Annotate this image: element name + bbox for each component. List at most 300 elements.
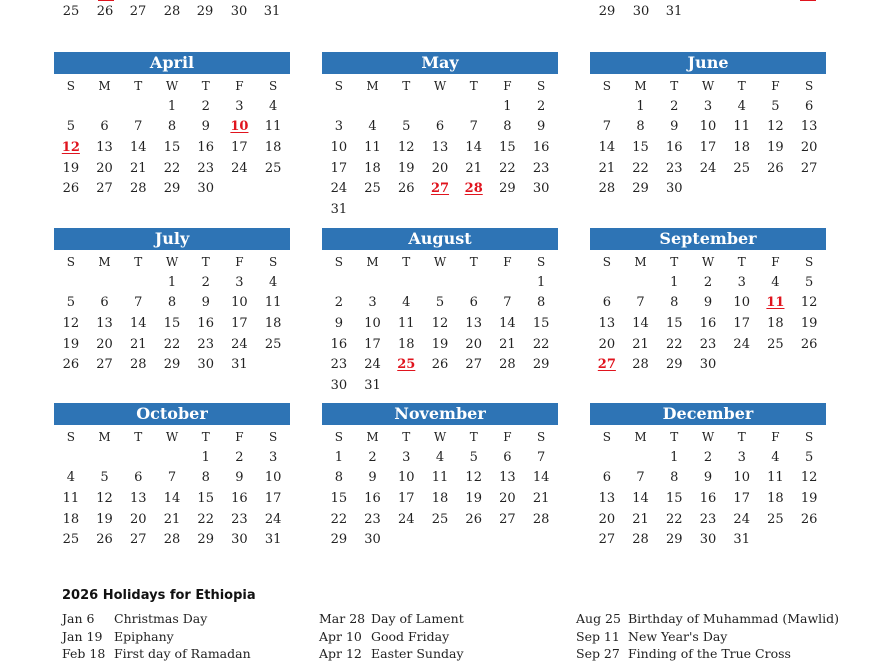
month-header: July [54, 228, 290, 250]
weekday-label: S [537, 430, 546, 444]
day-cell: 25 [62, 4, 80, 19]
day-cell: 18 [62, 511, 80, 527]
day-cell: 9 [670, 119, 679, 135]
empty-cell [88, 273, 122, 294]
day-cell: 23 [197, 160, 214, 176]
day-cell: 18 [767, 491, 784, 507]
day-cell: 20 [96, 336, 113, 352]
day-cell: 25 [767, 511, 784, 527]
day-cell: 25 [431, 511, 449, 527]
day-cell: 4 [269, 98, 278, 114]
day-cell: 13 [598, 316, 616, 332]
day-cell: 22 [197, 511, 214, 527]
day-cell: 14 [499, 316, 516, 332]
weekday-label: S [334, 430, 343, 444]
day-cell: 1 [201, 449, 210, 465]
day-cell: 14 [632, 316, 649, 332]
day-cell: 20 [130, 511, 147, 527]
day-cell: 2 [537, 98, 546, 114]
day-cell: 7 [134, 295, 143, 311]
day-cell: 16 [364, 491, 381, 507]
day-cell: 5 [805, 449, 814, 465]
day-cell: 5 [435, 295, 445, 311]
day-cell: 11 [767, 470, 784, 486]
day-cell: 30 [699, 357, 717, 373]
day-cell: 26 [431, 357, 449, 373]
empty-cell [491, 273, 525, 294]
weekday-label: F [771, 79, 780, 93]
day-cell: 6 [805, 98, 814, 114]
day-cell: 23 [364, 511, 381, 527]
holiday-column [576, 610, 839, 663]
month-september [590, 228, 826, 376]
weekday-label: T [201, 79, 210, 93]
holiday-day-cell: 25 [397, 357, 416, 373]
day-cell: 14 [130, 140, 147, 156]
weekday-label: F [503, 79, 512, 93]
month-grid [322, 427, 558, 551]
day-cell: 22 [330, 511, 348, 527]
weekday-label: T [469, 430, 478, 444]
day-cell: 18 [398, 336, 415, 352]
day-cell: 16 [330, 336, 348, 352]
day-cell: 17 [330, 160, 348, 176]
day-cell: 8 [537, 295, 546, 311]
weekday-label: T [737, 430, 746, 444]
day-cell: 14 [532, 470, 550, 486]
day-cell: 10 [398, 470, 415, 486]
holiday-name: Birthday of Muhammad (Mawlid) [628, 611, 840, 626]
weekday-label: S [805, 255, 814, 269]
day-cell: 12 [767, 119, 784, 135]
day-cell: 29 [196, 4, 214, 19]
day-cell: 19 [62, 160, 80, 176]
day-cell: 3 [737, 274, 746, 290]
empty-cell [624, 273, 658, 294]
day-cell: 17 [733, 491, 750, 507]
empty-cell [54, 273, 88, 294]
holiday-name: Christmas Day [114, 611, 208, 626]
holiday-entry [62, 610, 251, 628]
weekday-label: M [634, 79, 647, 93]
month-grid [54, 76, 290, 200]
day-cell: 8 [503, 119, 512, 135]
day-cell: 28 [130, 357, 147, 373]
weekday-label: F [771, 430, 780, 444]
empty-cell [155, 448, 189, 469]
day-cell: 20 [96, 160, 113, 176]
day-cell: 13 [431, 140, 449, 156]
day-cell: 9 [235, 470, 244, 486]
month-header: November [322, 403, 558, 425]
empty-cell [121, 97, 155, 118]
day-cell: 13 [499, 470, 516, 486]
day-cell: 26 [62, 357, 80, 373]
day-cell: 12 [465, 470, 482, 486]
day-cell: 24 [364, 357, 381, 373]
weekday-label: S [66, 430, 75, 444]
holiday-name: Epiphany [114, 628, 174, 644]
day-cell: 12 [431, 316, 449, 332]
holiday-date: Mar 28 [319, 611, 366, 626]
day-cell: 25 [767, 336, 784, 352]
day-cell: 24 [231, 336, 248, 352]
empty-cell [54, 97, 88, 118]
day-cell: 21 [130, 160, 147, 176]
day-cell: 6 [100, 295, 109, 311]
day-cell: 27 [96, 181, 113, 197]
day-cell: 10 [330, 140, 348, 156]
day-cell: 3 [269, 449, 278, 465]
day-cell: 19 [465, 491, 482, 507]
month-july [54, 228, 290, 376]
weekday-label: T [670, 430, 679, 444]
day-cell: 5 [469, 449, 478, 465]
day-cell: 15 [163, 140, 181, 156]
weekday-label: F [235, 79, 244, 93]
day-cell: 8 [334, 470, 343, 486]
holiday-date: Apr 10 [319, 628, 362, 644]
day-cell: 5 [66, 295, 75, 311]
day-cell: 24 [398, 511, 415, 527]
day-cell: 28 [163, 532, 181, 548]
day-cell: 15 [197, 491, 214, 507]
empty-cell [322, 273, 356, 294]
day-cell: 1 [636, 98, 645, 114]
day-cell: 16 [699, 316, 717, 332]
weekday-label: M [634, 255, 647, 269]
day-cell: 19 [431, 336, 449, 352]
day-cell: 23 [197, 336, 214, 352]
day-cell: 26 [62, 181, 80, 197]
day-cell: 17 [231, 140, 248, 156]
day-cell: 30 [364, 532, 381, 548]
weekday-label: M [366, 79, 379, 93]
holiday-name: New Year's Day [628, 628, 728, 644]
month-header: June [590, 52, 826, 74]
day-cell: 22 [666, 511, 683, 527]
day-cell: 14 [130, 316, 147, 332]
day-cell: 4 [269, 274, 278, 290]
day-cell: 19 [800, 491, 818, 507]
day-cell: 31 [231, 357, 248, 373]
month-grid [590, 252, 826, 376]
day-cell: 23 [330, 357, 348, 373]
day-cell: 7 [636, 470, 645, 486]
day-cell: 16 [197, 140, 214, 156]
day-cell: 17 [364, 336, 381, 352]
day-cell: 24 [330, 181, 348, 197]
day-cell: 8 [167, 295, 177, 311]
day-cell: 18 [767, 316, 784, 332]
day-cell: 30 [330, 378, 348, 394]
day-cell: 3 [368, 295, 377, 311]
day-cell: 30 [230, 4, 248, 19]
day-cell: 24 [733, 511, 750, 527]
day-cell: 26 [96, 4, 114, 19]
day-cell: 3 [402, 449, 411, 465]
day-cell: 31 [263, 4, 281, 19]
day-cell: 7 [636, 295, 645, 311]
day-cell: 12 [96, 491, 113, 507]
weekday-label: F [503, 430, 512, 444]
day-cell: 20 [598, 336, 616, 352]
weekday-label: T [134, 79, 143, 93]
holiday-date: Apr 12 [319, 646, 362, 661]
empty-cell [356, 97, 390, 118]
weekday-label: S [602, 255, 611, 269]
month-header: September [590, 228, 826, 250]
month-grid [590, 76, 826, 200]
day-cell: 1 [670, 449, 679, 465]
day-cell: 17 [398, 491, 415, 507]
day-cell: 29 [163, 357, 181, 373]
day-cell: 27 [800, 160, 818, 176]
day-cell: 9 [368, 470, 377, 486]
day-cell: 15 [666, 316, 683, 332]
day-cell: 6 [602, 295, 611, 311]
empty-cell [54, 448, 88, 469]
day-cell: 1 [537, 274, 546, 290]
empty-cell [389, 273, 423, 294]
day-cell: 26 [96, 532, 113, 548]
day-cell: 21 [499, 336, 516, 352]
holiday-marker-partial [98, 0, 114, 1]
empty-cell [590, 273, 624, 294]
day-cell: 13 [130, 491, 147, 507]
day-cell: 9 [537, 119, 546, 135]
day-cell: 12 [800, 470, 818, 486]
day-cell: 22 [163, 160, 181, 176]
day-cell: 11 [264, 119, 282, 135]
day-cell: 19 [800, 316, 818, 332]
day-cell: 4 [737, 98, 746, 114]
day-cell: 31 [364, 378, 381, 394]
month-header: December [590, 403, 826, 425]
weekday-label: T [201, 430, 210, 444]
holiday-date: Jan 19 [62, 628, 103, 644]
day-cell: 22 [666, 336, 683, 352]
weekday-label: F [235, 430, 244, 444]
weekday-label: S [805, 430, 814, 444]
day-cell: 7 [602, 119, 611, 135]
day-cell: 1 [334, 449, 343, 465]
day-cell: 18 [364, 160, 381, 176]
day-cell: 25 [733, 160, 750, 176]
day-cell: 18 [264, 316, 282, 332]
day-cell: 28 [163, 4, 181, 19]
empty-cell [423, 273, 457, 294]
weekday-label: S [269, 255, 278, 269]
month-grid [322, 252, 558, 397]
day-cell: 11 [364, 140, 381, 156]
day-cell: 7 [167, 470, 177, 486]
day-cell: 10 [699, 119, 717, 135]
day-cell: 11 [62, 491, 80, 507]
holiday-day-cell: 10 [230, 119, 249, 135]
weekday-label: S [334, 79, 343, 93]
day-cell: 10 [364, 316, 381, 332]
day-cell: 28 [532, 511, 550, 527]
month-october [54, 403, 290, 551]
holiday-entry [576, 628, 839, 646]
day-cell: 11 [264, 295, 282, 311]
day-cell: 26 [465, 511, 482, 527]
day-cell: 9 [201, 295, 210, 311]
day-cell: 6 [100, 119, 109, 135]
empty-cell [322, 97, 356, 118]
empty-cell [88, 448, 122, 469]
empty-cell [88, 97, 122, 118]
empty-cell [356, 273, 390, 294]
day-cell: 13 [465, 316, 482, 332]
day-cell: 21 [163, 511, 181, 527]
day-cell: 24 [231, 160, 248, 176]
day-cell: 18 [431, 491, 449, 507]
day-cell: 16 [699, 491, 717, 507]
weekday-label: W [165, 79, 179, 93]
day-cell: 2 [201, 98, 210, 114]
day-cell: 8 [670, 470, 679, 486]
holiday-date: Feb 18 [62, 646, 106, 661]
day-cell: 26 [767, 160, 784, 176]
month-june [590, 52, 826, 200]
holiday-name: Good Friday [371, 628, 450, 644]
weekday-label: S [537, 79, 546, 93]
weekday-label: M [366, 255, 379, 269]
day-cell: 31 [665, 4, 683, 19]
day-cell: 2 [235, 449, 244, 465]
weekday-label: S [805, 79, 814, 93]
day-cell: 30 [197, 357, 214, 373]
day-cell: 7 [537, 449, 546, 465]
day-cell: 20 [598, 511, 616, 527]
day-cell: 30 [699, 532, 717, 548]
weekday-label: T [469, 79, 478, 93]
day-cell: 6 [503, 449, 512, 465]
day-cell: 8 [670, 295, 679, 311]
holiday-date: Aug 25 [576, 611, 621, 626]
day-cell: 23 [231, 511, 248, 527]
day-cell: 5 [402, 119, 411, 135]
day-cell: 19 [96, 511, 113, 527]
weekday-label: M [98, 79, 111, 93]
day-cell: 5 [100, 470, 109, 486]
day-cell: 15 [632, 140, 649, 156]
day-cell: 29 [532, 357, 550, 373]
day-cell: 7 [503, 295, 512, 311]
day-cell: 20 [800, 140, 818, 156]
day-cell: 16 [231, 491, 248, 507]
day-cell: 13 [598, 491, 616, 507]
day-cell: 14 [632, 491, 649, 507]
day-cell: 9 [703, 295, 713, 311]
day-cell: 12 [398, 140, 415, 156]
day-cell: 20 [465, 336, 482, 352]
month-may [322, 52, 558, 221]
day-cell: 23 [699, 511, 717, 527]
empty-cell [457, 273, 491, 294]
day-cell: 8 [636, 119, 645, 135]
day-cell: 2 [703, 449, 713, 465]
holiday-day-cell: 27 [430, 181, 450, 197]
empty-cell [389, 97, 423, 118]
day-cell: 1 [167, 98, 177, 114]
day-cell: 24 [264, 511, 282, 527]
holiday-date: Sep 11 [576, 628, 620, 644]
day-cell: 9 [201, 119, 210, 135]
month-grid [590, 427, 826, 551]
holiday-marker-partial [800, 0, 816, 1]
day-cell: 6 [134, 470, 143, 486]
day-cell: 21 [465, 160, 482, 176]
day-cell: 1 [670, 274, 679, 290]
weekday-label: W [433, 79, 447, 93]
month-august [322, 228, 558, 397]
holiday-entry [319, 610, 464, 628]
holiday-name: Day of Lament [371, 611, 464, 626]
day-cell: 7 [469, 119, 478, 135]
weekday-label: W [433, 255, 447, 269]
day-cell: 21 [632, 511, 649, 527]
day-cell: 13 [800, 119, 818, 135]
day-cell: 17 [699, 140, 717, 156]
day-cell: 31 [330, 202, 348, 218]
holiday-day-cell: 11 [766, 295, 785, 311]
weekday-label: S [602, 430, 611, 444]
day-cell: 12 [800, 295, 818, 311]
previous-months-partial-row [0, 4, 880, 26]
day-cell: 28 [130, 181, 147, 197]
day-cell: 21 [598, 160, 616, 176]
month-april [54, 52, 290, 200]
day-cell: 18 [733, 140, 750, 156]
day-cell: 4 [368, 119, 377, 135]
weekday-label: S [269, 430, 278, 444]
day-cell: 10 [733, 470, 750, 486]
day-cell: 10 [733, 295, 750, 311]
day-cell: 29 [666, 357, 683, 373]
day-cell: 6 [602, 470, 611, 486]
day-cell: 15 [666, 491, 683, 507]
holiday-day-cell: 28 [464, 181, 483, 197]
weekday-label: T [737, 79, 746, 93]
holiday-column [319, 610, 464, 663]
day-cell: 17 [231, 316, 248, 332]
weekday-label: T [201, 255, 210, 269]
day-cell: 26 [398, 181, 415, 197]
day-cell: 27 [96, 357, 113, 373]
day-cell: 4 [402, 295, 411, 311]
weekday-label: T [670, 255, 679, 269]
weekday-label: T [469, 255, 478, 269]
weekday-label: T [402, 79, 411, 93]
day-cell: 14 [598, 140, 616, 156]
day-cell: 27 [129, 4, 147, 19]
day-cell: 24 [699, 160, 717, 176]
day-cell: 22 [499, 160, 516, 176]
day-cell: 13 [96, 316, 113, 332]
day-cell: 2 [703, 274, 713, 290]
day-cell: 28 [598, 181, 616, 197]
day-cell: 13 [96, 140, 113, 156]
day-cell: 11 [398, 316, 415, 332]
day-cell: 29 [163, 181, 181, 197]
day-cell: 29 [330, 532, 348, 548]
day-cell: 22 [163, 336, 181, 352]
day-cell: 9 [703, 470, 713, 486]
day-cell: 3 [235, 98, 244, 114]
